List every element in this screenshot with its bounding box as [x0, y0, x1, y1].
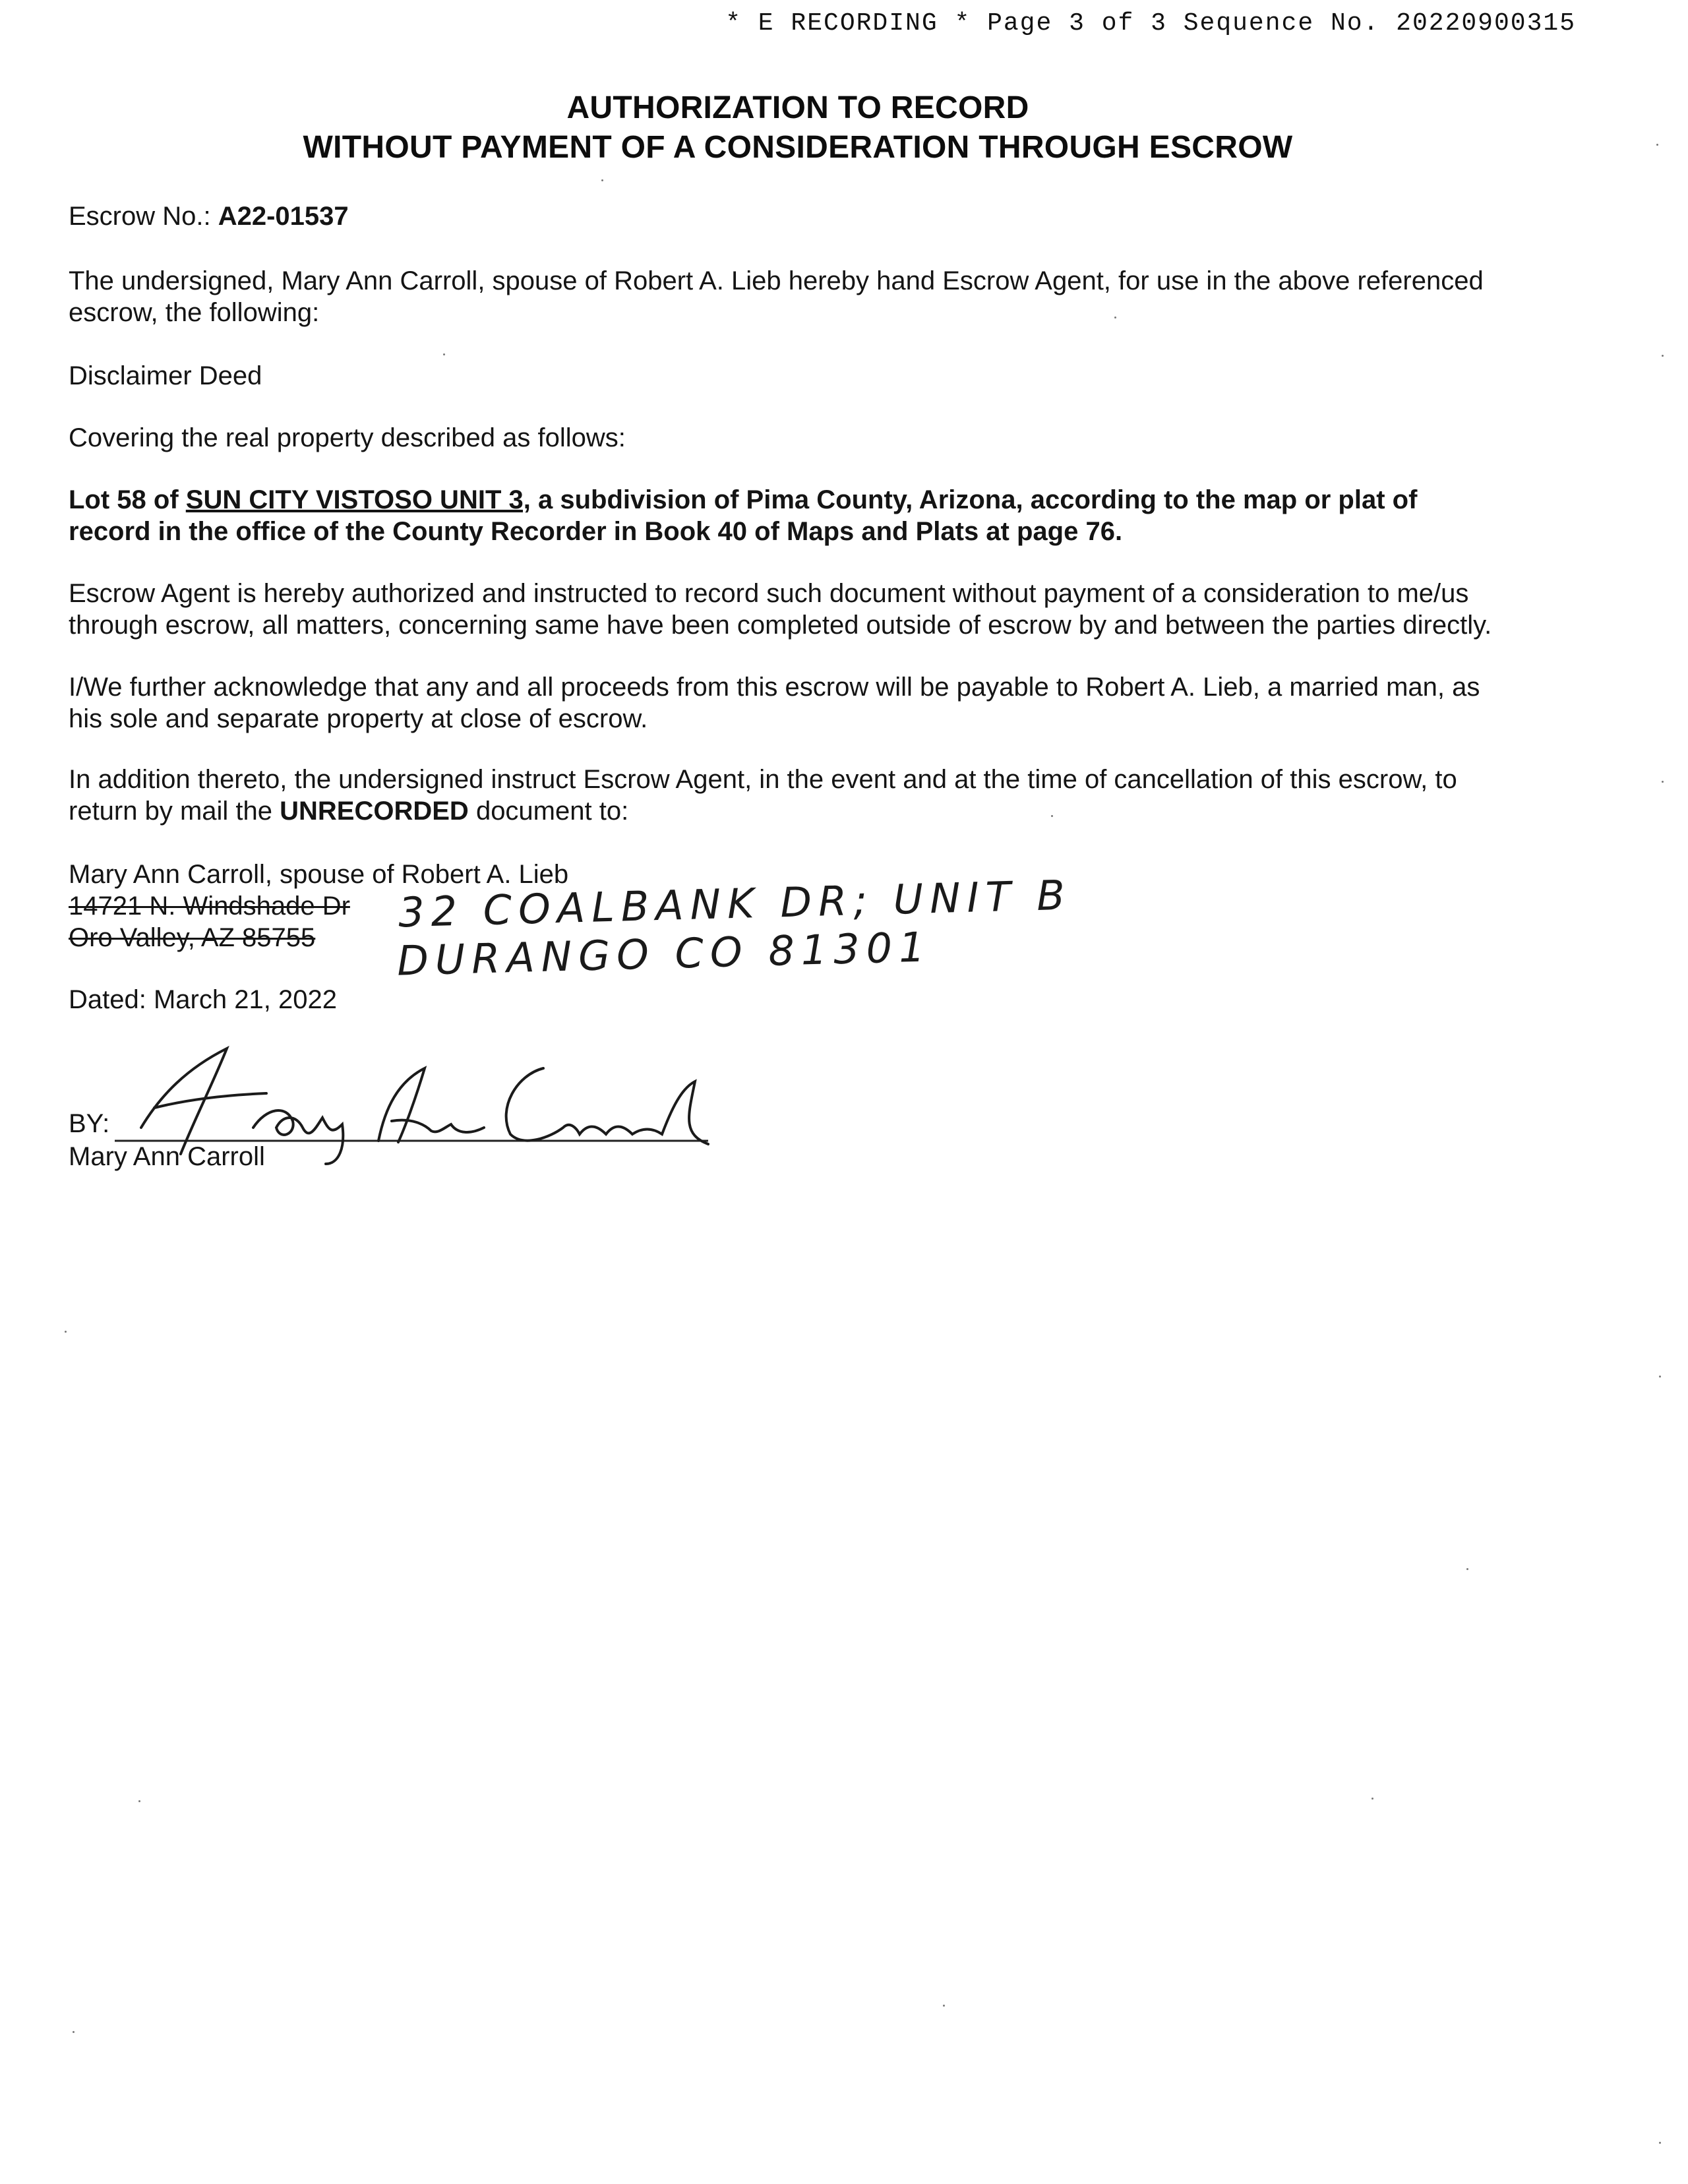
scan-speck	[443, 353, 445, 355]
addition-pre: return by mail the	[69, 797, 280, 826]
intro-line-2: escrow, the following:	[69, 298, 320, 327]
old-city-struck: Oro Valley, AZ 85755	[69, 923, 316, 952]
acknowledgement-paragraph	[69, 671, 1546, 735]
handwritten-street: 32 COALBANK DR; UNIT B	[398, 870, 1072, 937]
legal-subdivision: SUN CITY VISTOSO UNIT 3,	[185, 485, 531, 514]
legal-line-1	[69, 484, 1546, 516]
addition-line-2	[69, 795, 1546, 827]
escrow-number: A22-01537	[218, 202, 349, 231]
scan-speck	[138, 1800, 140, 1802]
scan-speck	[1114, 317, 1116, 318]
scan-speck	[1659, 1376, 1661, 1378]
acknowledgement-line-2: his sole and separate property at close of escrow.	[69, 704, 648, 733]
handwritten-city: DURANGO CO 81301	[396, 923, 932, 985]
intro-line-1: The undersigned, Mary Ann Carroll, spouse of Robert A. Lieb hereby hand Escrow Agent, for use in the above referenced	[69, 266, 1484, 295]
scan-speck	[1659, 2142, 1661, 2144]
legal-line-2: record in the office of the County Recorder in Book 40 of Maps and Plats at page 76.	[69, 517, 1123, 546]
authorization-line-1: Escrow Agent is hereby authorized and instructed to record such document without payment of a consideration to me/us	[69, 579, 1469, 608]
scan-speck	[1372, 1798, 1373, 1800]
legal-rest: a subdivision of Pima County, Arizona, according to the map or plat of	[530, 485, 1418, 514]
scan-speck	[73, 2031, 75, 2033]
scan-speck	[1051, 815, 1053, 817]
addition-post: document to:	[468, 797, 629, 826]
return-name: Mary Ann Carroll, spouse of Robert A. Lieb	[69, 860, 569, 889]
document-type: Disclaimer Deed	[69, 361, 262, 390]
scan-speck	[1466, 1568, 1468, 1570]
by-label: BY:	[69, 1109, 110, 1138]
scan-speck	[601, 179, 603, 181]
scan-speck	[1662, 355, 1664, 357]
covering-text: Covering the real property described as follows:	[69, 423, 626, 452]
dated-row	[69, 984, 337, 1016]
addition-line-1: In addition thereto, the undersigned instruct Escrow Agent, in the event and at the time of cancellation of this escrow, to	[69, 765, 1457, 794]
acknowledgement-line-1: I/We further acknowledge that any and all proceeds from this escrow will be payable to Robert A. Lieb, a married man, as	[69, 673, 1480, 702]
scan-speck	[1662, 781, 1664, 783]
escrow-number-row	[69, 200, 349, 232]
intro-paragraph	[69, 265, 1546, 328]
scan-speck	[943, 2005, 945, 2007]
dated-value: March 21, 2022	[153, 985, 337, 1014]
recording-header: * E RECORDING * Page 3 of 3 Sequence No. 20220900315	[725, 9, 1576, 38]
scan-speck	[65, 1331, 67, 1333]
legal-description	[69, 484, 1546, 547]
legal-lot: Lot 58 of	[69, 485, 186, 514]
dated-label: Dated:	[69, 985, 146, 1014]
addition-paragraph	[69, 764, 1546, 827]
title-line-2: WITHOUT PAYMENT OF A CONSIDERATION THROUGH ESCROW	[303, 130, 1293, 165]
signer-name: Mary Ann Carroll	[69, 1142, 265, 1171]
title-line-1: AUTHORIZATION TO RECORD	[566, 90, 1029, 125]
unrecorded-label: UNRECORDED	[280, 797, 469, 826]
authorization-line-2: through escrow, all matters, concerning same have been completed outside of escrow by and between the parties directly.	[69, 611, 1492, 640]
authorization-paragraph	[69, 578, 1546, 641]
scan-speck	[1656, 144, 1658, 146]
escrow-label: Escrow No.:	[69, 202, 211, 231]
old-street-struck: 14721 N. Windshade Dr	[69, 892, 350, 921]
